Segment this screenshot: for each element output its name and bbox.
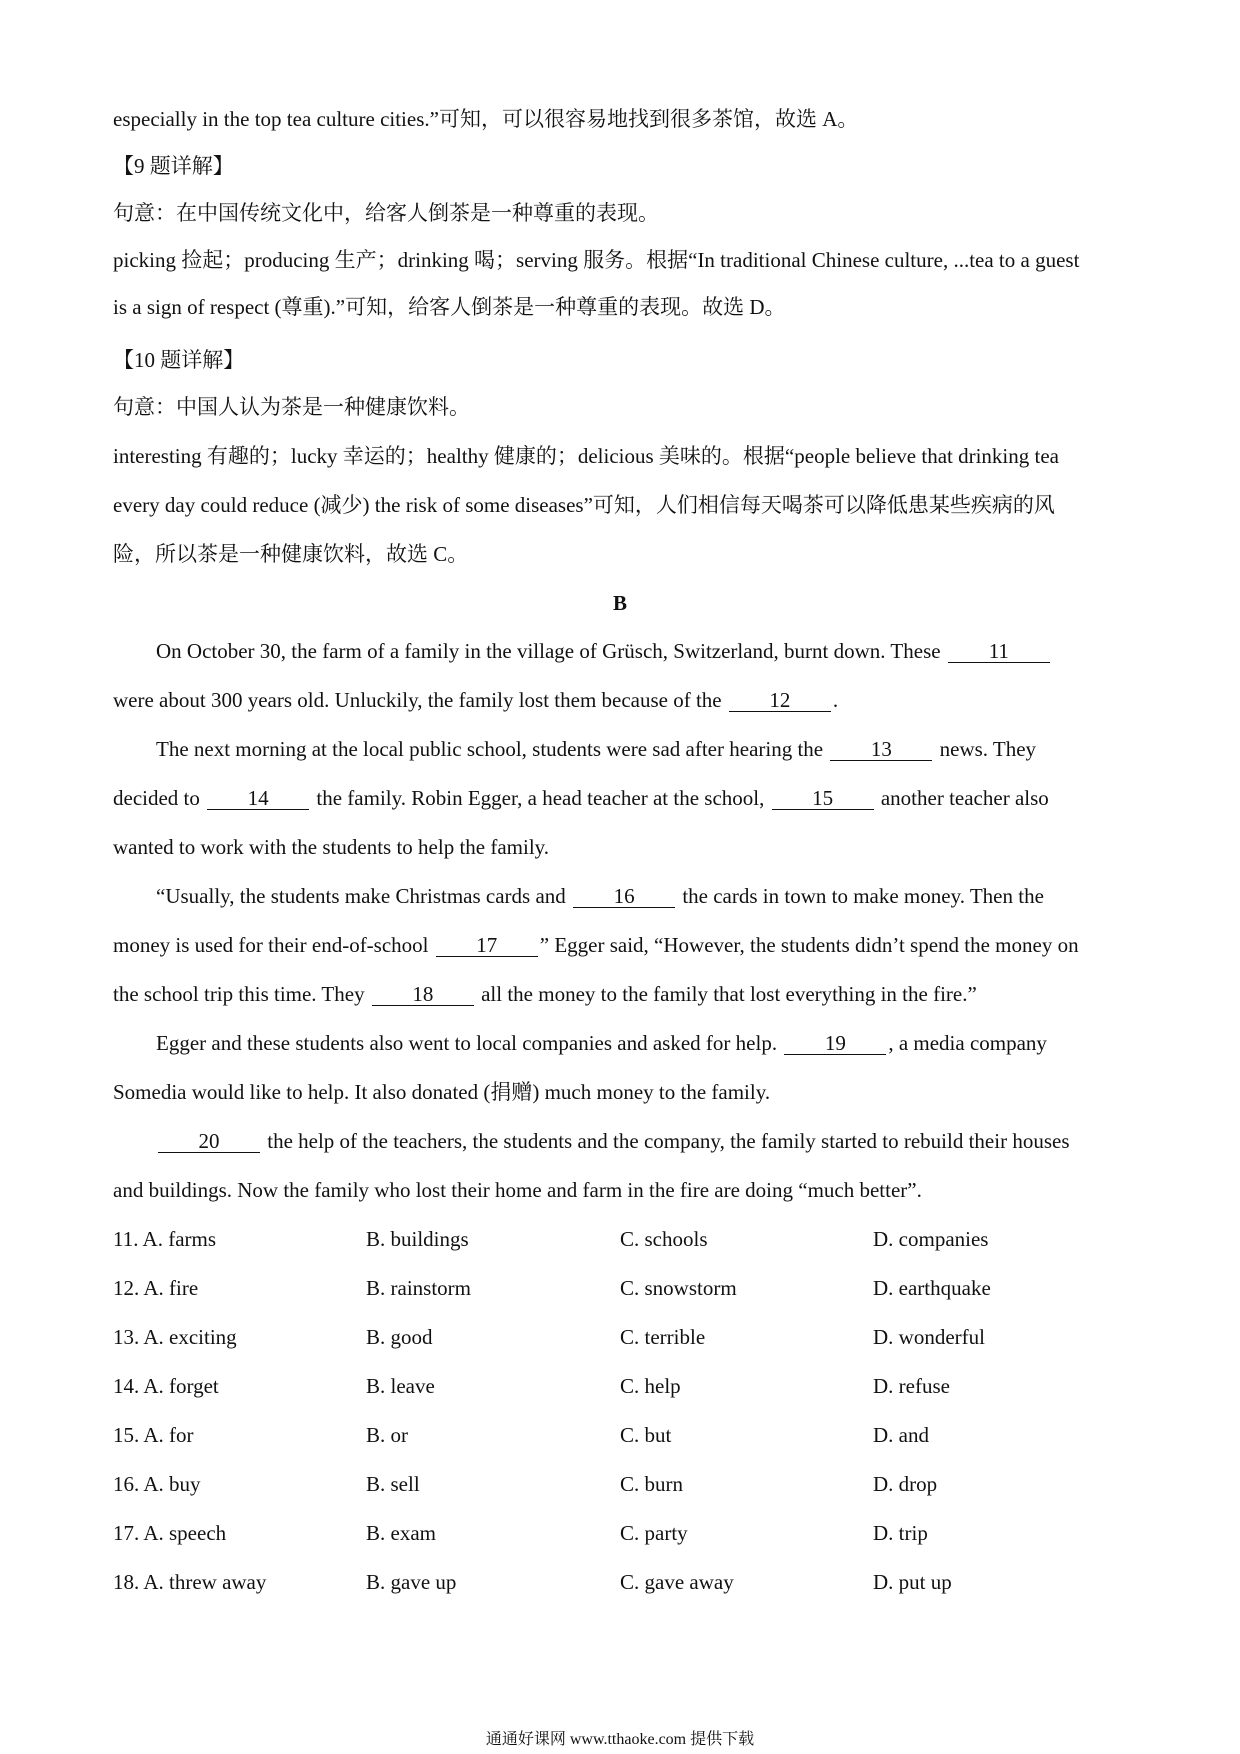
passage-line: The next morning at the local public school, students were sad after hearing the 13 news. They — [156, 737, 1037, 761]
option-c: C. terrible — [620, 1325, 706, 1349]
option-b: B. or — [366, 1423, 408, 1447]
blank-15: 15 — [772, 787, 874, 810]
option-a: 11. A. farms — [113, 1227, 217, 1251]
option-c: C. schools — [620, 1227, 708, 1251]
passage-line: Egger and these students also went to local companies and asked for help. 19 , a media company — [156, 1031, 1047, 1055]
section-title: B — [612, 591, 627, 615]
passage-line: decided to 14 the family. Robin Egger, a head teacher at the school, 15 another teacher also — [113, 786, 1049, 810]
option-d: D. wonderful — [873, 1325, 985, 1349]
passage-line: the school trip this time. They 18 all the money to the family that lost everything in the fire.” — [113, 982, 977, 1006]
explanation-line: is a sign of respect (尊重).”可知，给客人倒茶是一种尊重的表现。故选 D。 — [113, 295, 786, 319]
option-row — [0, 1518, 1240, 1548]
option-b: B. exam — [366, 1521, 436, 1545]
explanation-line: interesting 有趣的；lucky 幸运的；healthy 健康的；delicious 美味的。根据“people believe that drinking tea — [113, 444, 1059, 468]
option-b: B. gave up — [366, 1570, 457, 1594]
option-row — [0, 1469, 1240, 1499]
option-b: B. rainstorm — [366, 1276, 471, 1300]
explanation-line: 句意：在中国传统文化中，给客人倒茶是一种尊重的表现。 — [113, 201, 659, 225]
option-row — [0, 1420, 1240, 1450]
passage-line: money is used for their end-of-school 17 ” Egger said, “However, the students didn’t spend the money on — [113, 933, 1079, 957]
option-a: 14. A. forget — [113, 1374, 219, 1398]
blank-14: 14 — [207, 787, 309, 810]
option-row — [0, 1273, 1240, 1303]
explanation-line: picking 捡起；producing 生产；drinking 喝；serving 服务。根据“In traditional Chinese culture, ...tea to a guest — [113, 248, 1080, 272]
option-row — [0, 1371, 1240, 1401]
blank-18: 18 — [372, 983, 474, 1006]
question-heading: 【9 题详解】 — [113, 154, 234, 178]
option-c: C. help — [620, 1374, 681, 1398]
blank-12: 12 — [729, 689, 831, 712]
explanation-line: every day could reduce (减少) the risk of some diseases”可知，人们相信每天喝茶可以降低患某些疾病的风 — [113, 493, 1055, 517]
blank-16: 16 — [573, 885, 675, 908]
blank-20: 20 — [158, 1130, 260, 1153]
option-d: D. refuse — [873, 1374, 950, 1398]
option-b: B. leave — [366, 1374, 435, 1398]
explanation-line: 险，所以茶是一种健康饮料，故选 C。 — [113, 542, 469, 566]
option-d: D. trip — [873, 1521, 928, 1545]
option-c: C. burn — [620, 1472, 683, 1496]
option-row — [0, 1224, 1240, 1254]
explanation-line: 句意：中国人认为茶是一种健康饮料。 — [113, 395, 470, 419]
passage-line: “Usually, the students make Christmas cards and 16 the cards in town to make money. Then the — [156, 884, 1044, 908]
blank-19: 19 — [784, 1032, 886, 1055]
blank-11: 11 — [948, 640, 1050, 663]
passage-line: On October 30, the farm of a family in the village of Grüsch, Switzerland, burnt down. These 11 — [156, 636, 1052, 666]
option-a: 15. A. for — [113, 1423, 194, 1447]
option-d: D. put up — [873, 1570, 952, 1594]
option-b: B. good — [366, 1325, 433, 1349]
passage-line: and buildings. Now the family who lost their home and farm in the fire are doing “much better”. — [113, 1178, 922, 1202]
option-c: C. gave away — [620, 1570, 734, 1594]
question-heading: 【10 题详解】 — [113, 348, 245, 372]
option-a: 12. A. fire — [113, 1276, 199, 1300]
option-c: C. but — [620, 1423, 672, 1447]
passage-line: wanted to work with the students to help the family. — [113, 835, 550, 859]
option-c: C. party — [620, 1521, 688, 1545]
option-b: B. sell — [366, 1472, 420, 1496]
passage-line: were about 300 years old. Unluckily, the family lost them because of the 12 . — [113, 688, 839, 712]
option-row — [0, 1322, 1240, 1352]
option-d: D. companies — [873, 1227, 989, 1251]
option-a: 18. A. threw away — [113, 1570, 267, 1594]
option-d: D. and — [873, 1423, 929, 1447]
passage-line: 20 the help of the teachers, the students and the company, the family started to rebuild their houses — [156, 1126, 1070, 1156]
option-d: D. drop — [873, 1472, 938, 1496]
page-footer: 通通好课网 www.tthaoke.com 提供下载 — [485, 1731, 755, 1748]
explanation-line: especially in the top tea culture cities.”可知，可以很容易地找到很多茶馆，故选 A。 — [113, 107, 859, 131]
option-d: D. earthquake — [873, 1276, 991, 1300]
option-a: 17. A. speech — [113, 1521, 227, 1545]
option-c: C. snowstorm — [620, 1276, 737, 1300]
option-b: B. buildings — [366, 1227, 469, 1251]
blank-17: 17 — [436, 934, 538, 957]
blank-13: 13 — [830, 738, 932, 761]
option-row — [0, 1567, 1240, 1597]
option-a: 13. A. exciting — [113, 1325, 237, 1349]
option-a: 16. A. buy — [113, 1472, 201, 1496]
passage-line: Somedia would like to help. It also donated (捐赠) much money to the family. — [113, 1080, 771, 1104]
